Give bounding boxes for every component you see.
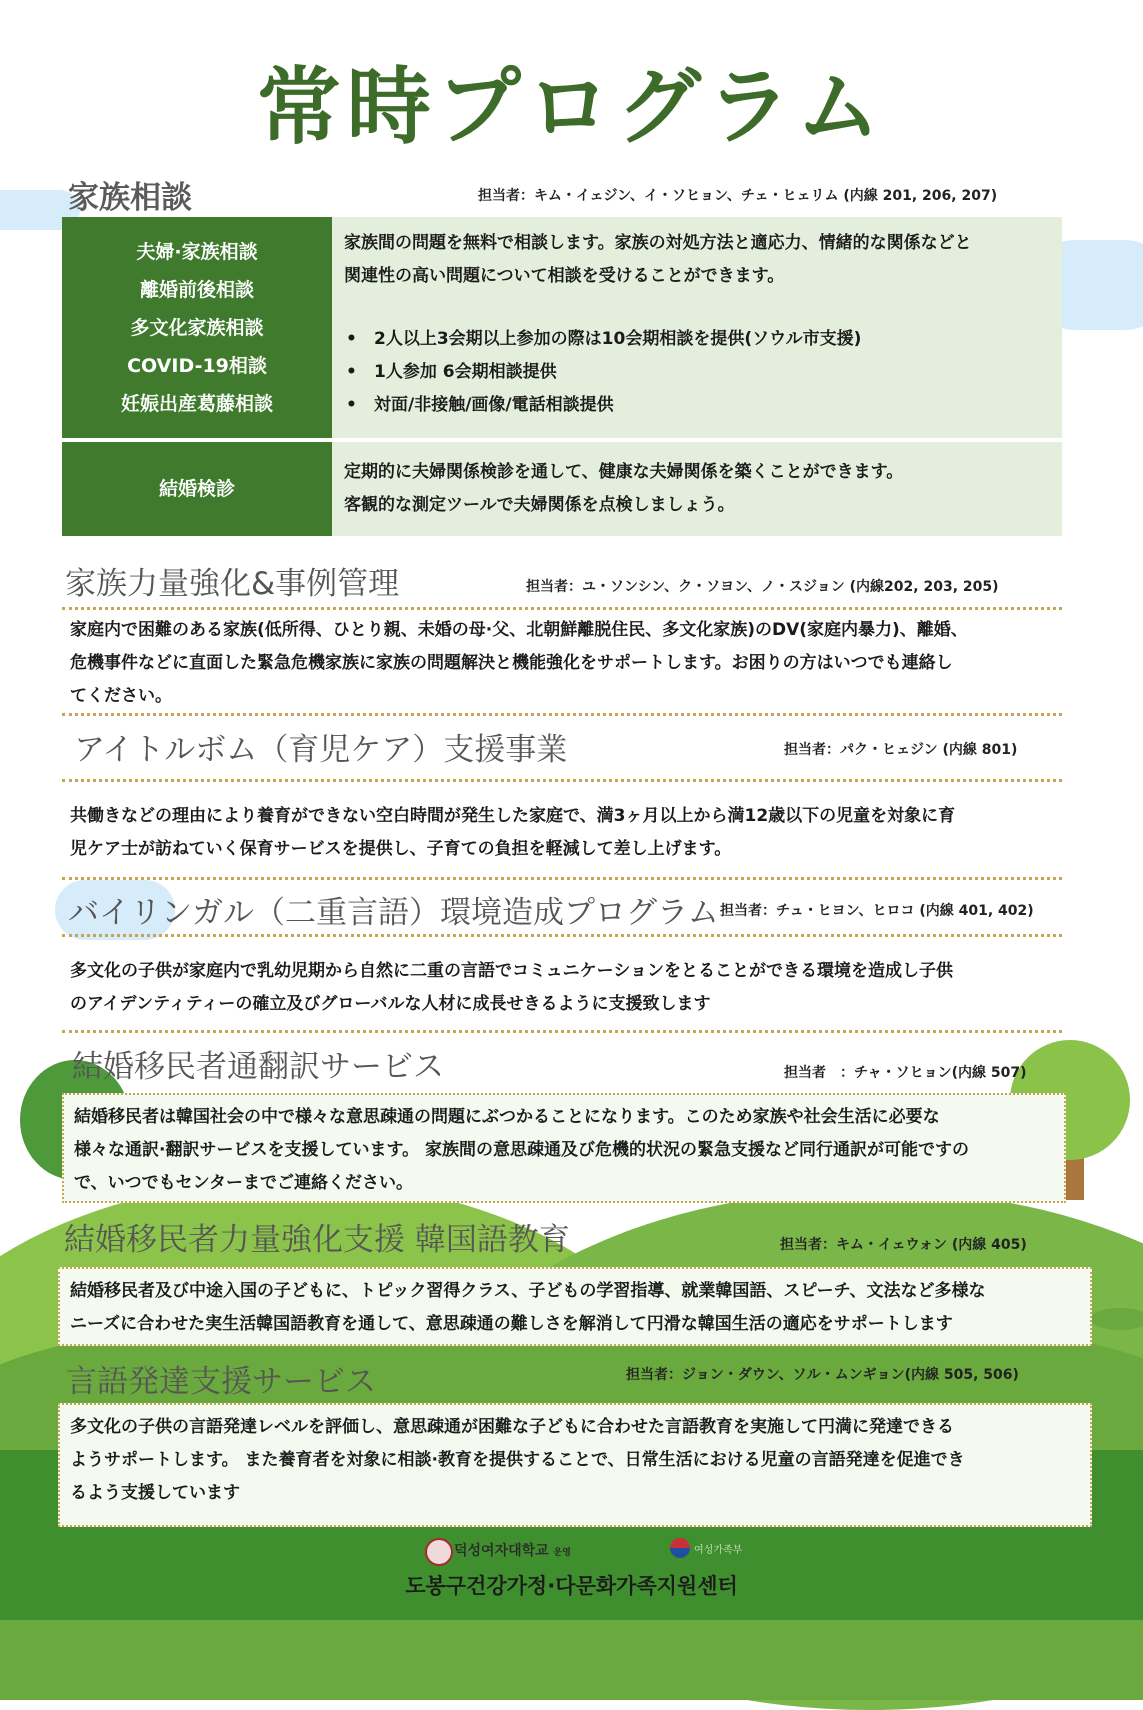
divider (62, 607, 1062, 610)
counseling-description (332, 217, 1062, 438)
text-line: 多文化の子供の言語発達レベルを評価し、意思疎通が困難な子どもに合わせた言語教育を実施して円満に発達できる (70, 1417, 954, 1437)
counseling-type: COVID-19相談 (127, 354, 267, 377)
divider (62, 1030, 1062, 1033)
text-line: で、いつでもセンターまでご連絡ください。 (74, 1173, 413, 1193)
bullet-item: • 1人参加 6会期相談提供 (344, 356, 1050, 389)
ministry-logo (670, 1538, 690, 1558)
divider (62, 713, 1062, 716)
text-line: 児ケア士が訪ねていく保育サービスを提供し、子育ての負担を軽減して差し上げます。 (70, 839, 732, 859)
language-heading: 言語発達支援サービス (66, 1364, 376, 1400)
empowerment-staff: 担当者：ユ・ソンシン、ク・ソヨン、ノ・スジョン (内線202, 203, 205) (526, 579, 999, 595)
marriage-checkup-label (62, 442, 332, 536)
text-line: ようサポートします。 また養育者を対象に相談·教育を提供することで、日常生活における児童の言語発達を促進でき (70, 1450, 965, 1470)
text-line: ニーズに合わせた実生活韓国語教育を通して、意思疎通の難しさを解消して円滑な韓国生活の適応をサポートします (70, 1314, 953, 1334)
bilingual-staff: 担当者：チュ・ヒヨン、ヒロコ (内線 401, 402) (720, 903, 1034, 919)
language-box (58, 1403, 1092, 1527)
bilingual-text (70, 955, 1060, 1021)
bullet-item: • 2人以上3会期以上参加の際は10会期相談を提供(ソウル市支援) (344, 323, 1050, 356)
interpretation-staff: 担当者 ：チャ・ソヒョン(内線 507) (784, 1065, 1027, 1081)
text-line: てください。 (70, 686, 172, 706)
ministry-name: 여성가족부 (694, 1545, 743, 1556)
interpretation-heading: 結婚移民者通翻訳サービス (72, 1049, 444, 1085)
university-text: 덕성여자대학교 (454, 1543, 549, 1559)
label-text: 結婚検診 (158, 478, 235, 500)
text-line: るよう支援しています (70, 1483, 240, 1503)
center-name: 도봉구건강가정·다문화가족지원센터 (405, 1574, 738, 1598)
family-counseling-table (62, 217, 1062, 536)
divider (62, 779, 1062, 782)
divider (62, 934, 1062, 937)
family-counseling-staff: 担当者：キム・イェジン、イ・ソヒョン、チェ・ヒェリム (内線 201, 206, 207) (478, 188, 998, 204)
empowerment-text (70, 614, 1060, 713)
bilingual-heading: バイリンガル（二重言語）環境造成プログラム (68, 895, 719, 931)
childcare-text (70, 800, 1060, 866)
childcare-staff: 担当者：パク・ヒェジン (内線 801) (784, 742, 1018, 758)
text-line: 結婚移民者及び中途入国の子どもに、トピック習得クラス、子どもの学習指導、就業韓国語、スピーチ、文法など多様な (70, 1281, 986, 1301)
family-counseling-heading: 家族相談 (68, 180, 192, 216)
interpretation-box (62, 1093, 1066, 1203)
university-suffix: 운영 (553, 1548, 571, 1558)
desc-line: 定期的に夫婦関係検診を通して、健康な夫婦関係を築くことができます。 (344, 462, 904, 482)
page-title: 常時プログラム (256, 58, 887, 156)
text-line: 結婚移民者は韓国社会の中で様々な意思疎通の問題にぶつかることになります。このため家族や社会生活に必要な (74, 1107, 940, 1127)
korean-heading: 結婚移民者力量強化支援 韓国語教育 (64, 1222, 570, 1258)
counseling-type: 離婚前後相談 (139, 278, 254, 301)
counseling-type: 夫婦·家族相談 (136, 240, 258, 263)
korean-staff: 担当者：キム・イェウォン (内線 405) (780, 1237, 1027, 1253)
bush-right (1090, 1308, 1143, 1330)
bullet-item: • 対面/非接触/画像/電話相談提供 (344, 389, 1050, 422)
text-line: 様々な通訳·翻訳サービスを支援しています。 家族間の意思疎通及び危機的状況の緊急支援など同行通訳が可能ですの (74, 1140, 970, 1160)
korean-box (58, 1267, 1092, 1346)
university-name (454, 1540, 571, 1560)
desc-line: 関連性の高い問題について相談を受けることができます。 (344, 266, 785, 286)
counseling-types (62, 217, 332, 438)
marriage-checkup-description (332, 442, 1062, 536)
childcare-heading: アイトルボム（育児ケア）支援事業 (74, 732, 568, 768)
counseling-type: 多文化家族相談 (130, 316, 264, 339)
counseling-type: 妊娠出産葛藤相談 (120, 392, 273, 415)
university-logo (425, 1538, 453, 1566)
text-line: 家庭内で困難のある家族(低所得、ひとり親、未婚の母·父、北朝鮮離脱住民、多文化家族)のDV(家庭内暴力)、離婚、 (70, 620, 968, 640)
desc-line: 家族間の問題を無料で相談します。家族の対処方法と適応力、情緒的な関係などと (344, 233, 972, 253)
language-staff: 担当者：ジョン・ダウン、ソル・ムンギョン(内線 505, 506) (626, 1367, 1019, 1383)
divider (62, 877, 1062, 880)
text-line: 共働きなどの理由により養育ができない空白時間が発生した家庭で、満3ヶ月以上から満12歳以下の児童を対象に育 (70, 806, 956, 826)
desc-line: 客観的な測定ツールで夫婦関係を点検しましょう。 (344, 495, 735, 515)
text-line: 多文化の子供が家庭内で乳幼児期から自然に二重の言語でコミュニケーションをとることができる環境を造成し子供 (70, 961, 953, 981)
text-line: のアイデンティティーの確立及びグローバルな人材に成長せきるように支援致します (70, 994, 711, 1014)
empowerment-heading: 家族力量強化&事例管理 (65, 566, 400, 602)
text-line: 危機事件などに直面した緊急危機家族に家族の問題解決と機能強化をサポートします。お困りの方はいつでも連絡し (70, 653, 953, 673)
